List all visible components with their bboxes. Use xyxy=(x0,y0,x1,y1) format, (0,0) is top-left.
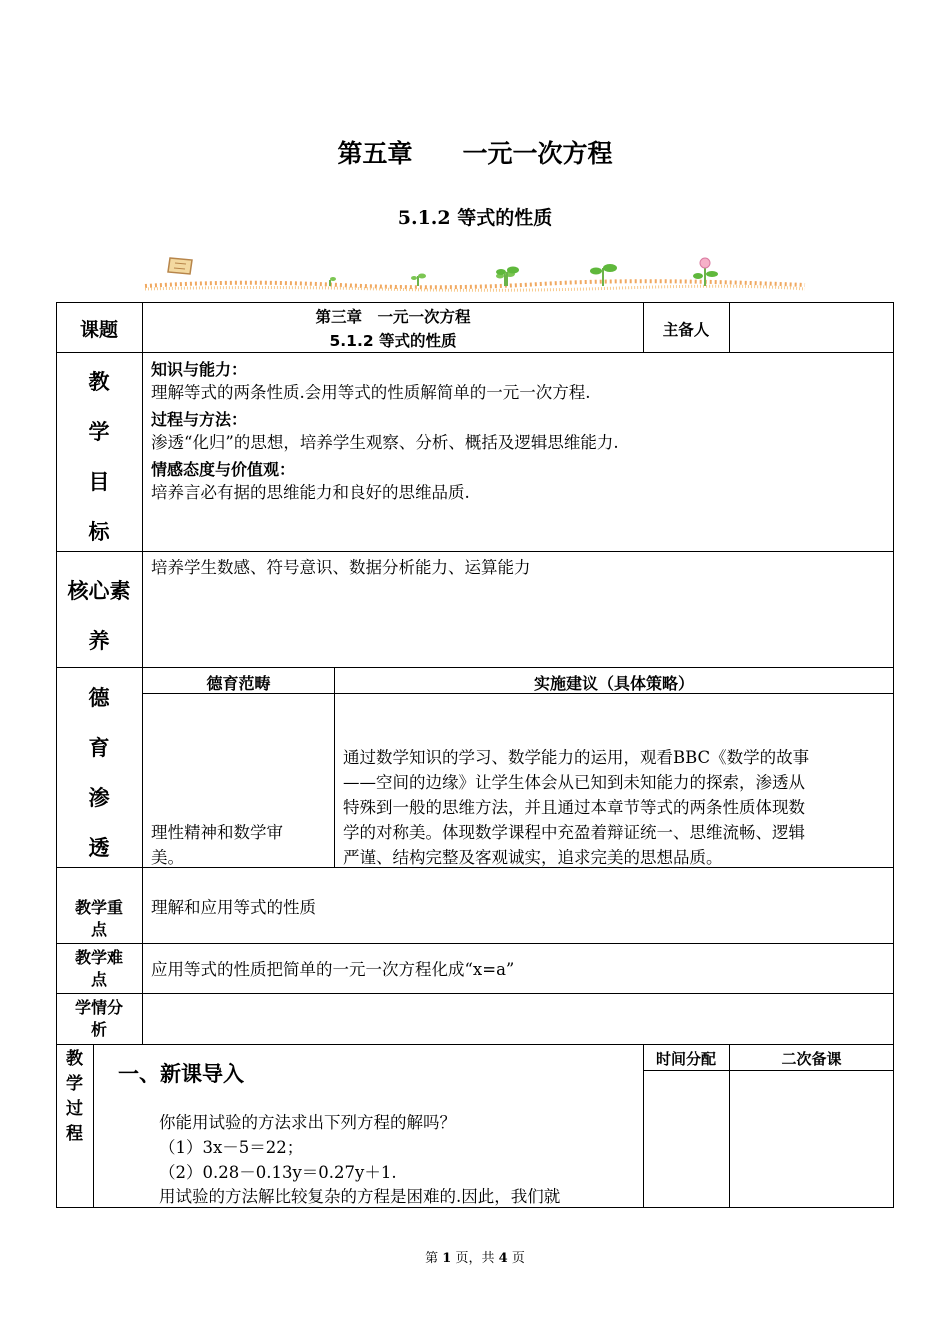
moral-label-char: 育 xyxy=(88,735,110,760)
core-text: 培养学生数感、符号意识、数据分析能力、运算能力 xyxy=(151,558,531,577)
footer-suffix: 页 xyxy=(511,1251,525,1266)
situation-label-line1: 学情分 xyxy=(74,998,123,1017)
situation-label-line2: 析 xyxy=(90,1020,107,1039)
objectives-text-process: 渗透“化归”的思想，培养学生观察、分析、概括及逻辑思维能力. xyxy=(151,433,619,452)
objectives-label-char: 学 xyxy=(88,419,110,444)
footer-total-pages: 4 xyxy=(498,1251,508,1266)
process-heading: 一、新课导入 xyxy=(118,1061,244,1086)
flower-sprout-icon xyxy=(693,258,718,286)
objectives-heading-process: 过程与方法： xyxy=(151,410,248,429)
moral-category-line: 理性精神和数学审 xyxy=(151,823,283,842)
moral-suggestion-line: 学的对称美。体现数学课程中充盈着辩证统一、思维流畅、逻辑 xyxy=(343,823,805,842)
objectives-text-emotion: 培养言必有据的思维能力和良好的思维品质. xyxy=(151,483,470,502)
sprout-icon xyxy=(590,264,617,286)
process-label-char: 程 xyxy=(66,1124,83,1144)
process-text-line: 用试验的方法解比较复杂的方程是困难的.因此，我们就 xyxy=(159,1187,561,1206)
objectives-label-char: 目 xyxy=(88,469,110,494)
section-title: 5.1.2 等式的性质 xyxy=(397,207,553,229)
time-allocation-header: 时间分配 xyxy=(655,1050,716,1068)
moral-suggestion-line: 特殊到一般的思维方法，并且通过本章节等式的两条性质体现数 xyxy=(343,798,805,817)
chapter-title: 第五章 一元一次方程 xyxy=(337,139,613,168)
moral-category-line: 美。 xyxy=(151,848,184,867)
objectives-label-char: 教 xyxy=(88,369,110,394)
objectives-heading-knowledge: 知识与能力： xyxy=(151,360,248,379)
moral-label-char: 透 xyxy=(88,835,110,860)
footer-mid: 页，共 xyxy=(455,1251,495,1266)
key-point-text: 理解和应用等式的性质 xyxy=(151,898,316,917)
moral-suggestion-line: 通过数学知识的学习、数学能力的运用，观看BBC《数学的故事 xyxy=(343,748,810,767)
sprout-icon xyxy=(411,274,426,287)
key-point-label-line1: 教学重 xyxy=(74,898,123,917)
sprout-border-decoration xyxy=(140,250,810,295)
moral-suggestion-line: ——空间的边缘》让学生体会从已知到未知能力的探索，渗透从 xyxy=(343,773,805,792)
second-prep-header: 二次备课 xyxy=(781,1050,842,1068)
process-label-char: 教 xyxy=(66,1049,83,1069)
bread-icon xyxy=(168,258,192,274)
moral-label-char: 德 xyxy=(88,685,110,710)
process-label-char: 过 xyxy=(66,1099,83,1119)
key-point-label-line2: 点 xyxy=(90,920,107,939)
objectives-heading-emotion: 情感态度与价值观： xyxy=(151,460,296,479)
topic-label: 课题 xyxy=(79,319,118,341)
footer-prefix: 第 xyxy=(425,1251,439,1266)
footer-page-number: 1 xyxy=(442,1251,452,1266)
difficulty-text: 应用等式的性质把简单的一元一次方程化成“x=a” xyxy=(151,960,515,979)
topic-line2: 5.1.2 等式的性质 xyxy=(329,332,457,350)
process-text-line: 你能用试验的方法求出下列方程的解吗？ xyxy=(159,1113,456,1132)
preparer-label: 主备人 xyxy=(662,321,710,339)
page-footer xyxy=(0,1247,950,1266)
topic-line1: 第三章 一元一次方程 xyxy=(315,308,471,326)
process-text-line: （1）3x－5＝22； xyxy=(159,1138,304,1157)
objectives-text-knowledge: 理解等式的两条性质.会用等式的性质解简单的一元一次方程. xyxy=(151,383,591,402)
difficulty-label-line2: 点 xyxy=(90,970,107,989)
moral-label-char: 渗 xyxy=(88,785,110,810)
core-label-line1: 核心素 xyxy=(67,578,131,603)
objectives-label-char: 标 xyxy=(88,519,110,544)
moral-col1-header: 德育范畴 xyxy=(206,674,271,693)
process-label-char: 学 xyxy=(66,1074,83,1094)
difficulty-label-line1: 教学难 xyxy=(74,948,123,967)
core-label-line2: 养 xyxy=(88,628,110,653)
moral-col2-header: 实施建议（具体策略） xyxy=(533,674,694,693)
moral-suggestion-line: 严谨、结构完整及客观诚实，追求完美的思想品质。 xyxy=(343,848,723,867)
process-text-line: （2）0.28－0.13y＝0.27y＋1. xyxy=(159,1163,397,1182)
